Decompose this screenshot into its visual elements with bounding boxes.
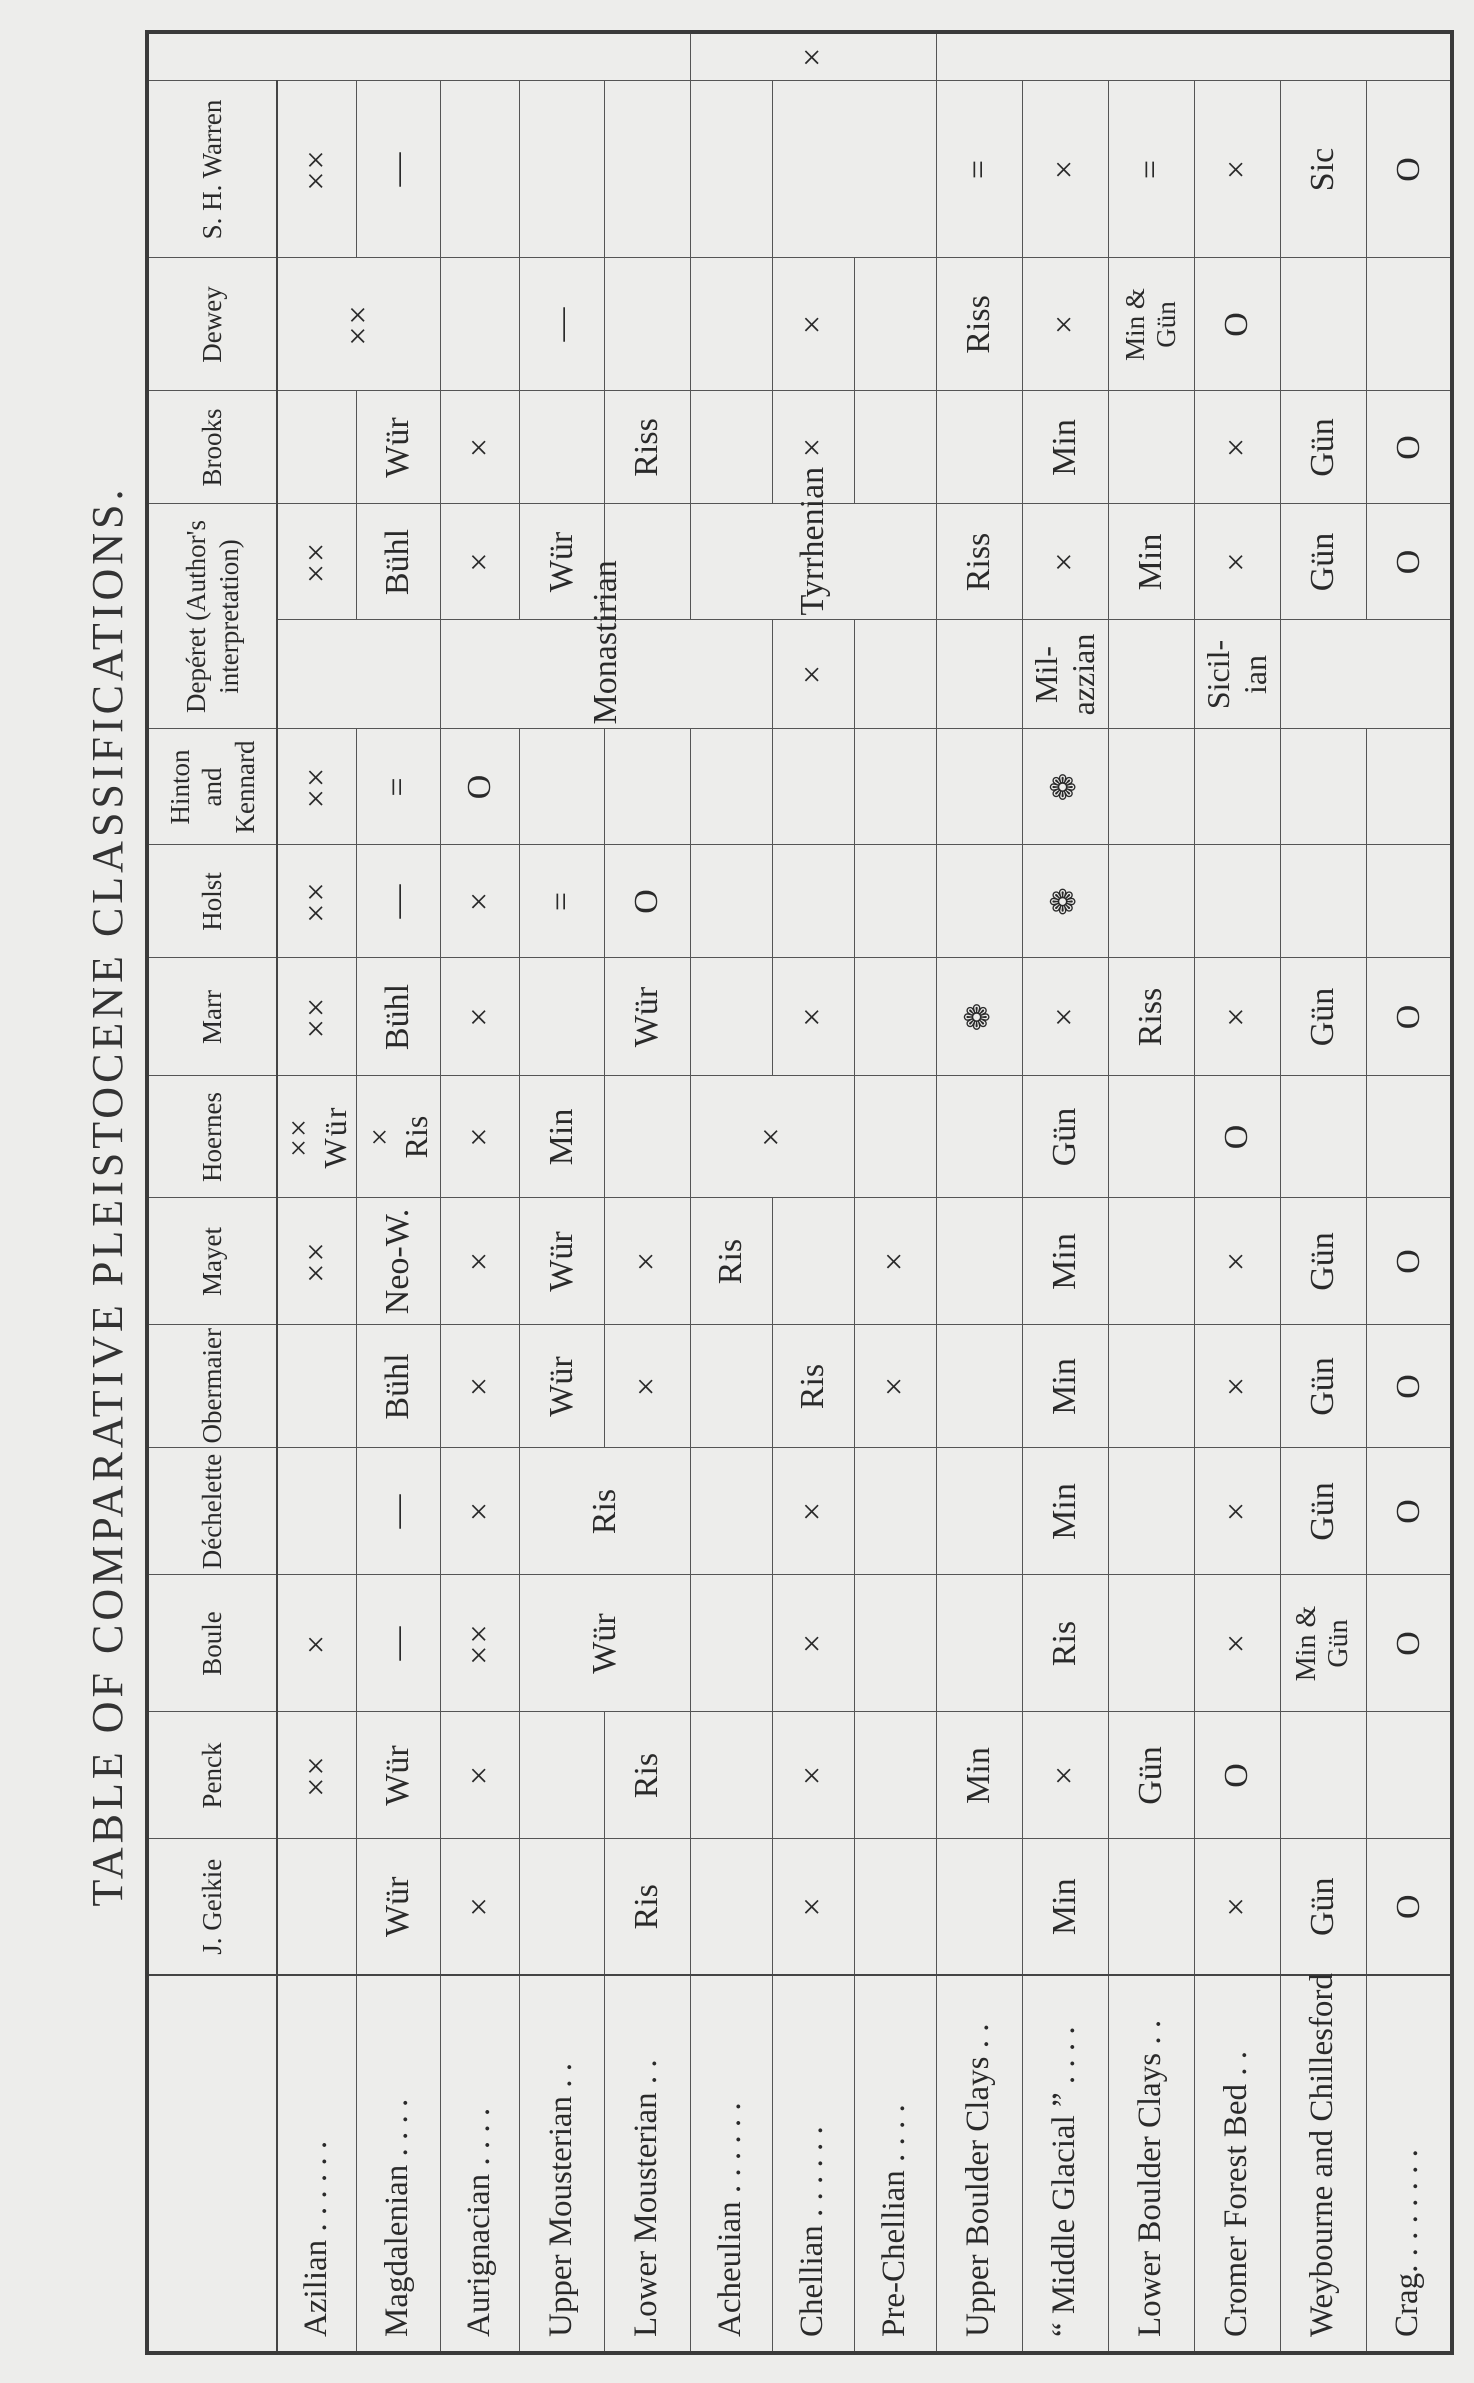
cell-penck-magdalenian: Wür	[356, 1712, 440, 1839]
cell-warren-cromer-forest-bed: ×	[1194, 81, 1280, 258]
cell-geikie-pre-chellian	[854, 1839, 936, 1975]
col-header-boule: Boule	[147, 1575, 277, 1712]
table-row	[936, 32, 1022, 2353]
cell-mayet-lower-boulder-clays	[1108, 1198, 1194, 1325]
cell-deperet-weybourne-sub	[1280, 620, 1452, 729]
table-row	[1366, 32, 1452, 2353]
cell-marr-magdalenian: Bühl	[356, 958, 440, 1076]
cell-dewey-upper-boulder-clays: Riss	[936, 258, 1022, 391]
cell-hoernes-crag	[1366, 1076, 1452, 1198]
cell-dechelette-chellian: ×	[772, 1448, 854, 1575]
cell-geikie-chellian: ×	[772, 1839, 854, 1975]
cell-holst-lower-boulder-clays	[1108, 845, 1194, 958]
cell-mayet-weybourne: Gün	[1280, 1198, 1366, 1325]
cell-hinton-upper-mousterian	[519, 729, 604, 845]
cell-marr-cromer-forest-bed: ×	[1194, 958, 1280, 1076]
col-header-mayet: Mayet	[147, 1198, 277, 1325]
cell-dewey-azilian: ××	[277, 258, 440, 391]
cell-dewey-lower-boulder-clays: Min & Gün	[1108, 258, 1194, 391]
cell-penck-pre-chellian	[854, 1712, 936, 1839]
row-label-upper-boulder-clays: Upper Boulder Clays . .	[936, 1975, 1022, 2353]
cell-obermaier-magdalenian: Bühl	[356, 1325, 440, 1448]
cell-hinton-pre-chellian	[854, 729, 936, 845]
cell-hinton-chellian	[772, 729, 854, 845]
cell-geikie-acheulian	[690, 1839, 772, 1975]
cell-mayet-magdalenian: Neo-W.	[356, 1198, 440, 1325]
table-row	[440, 32, 519, 2353]
cell-deperet-aurignacian: ×	[440, 504, 519, 620]
cell-deperet-crag: O	[1366, 504, 1452, 620]
table-row	[1108, 32, 1194, 2353]
cell-marr-weybourne: Gün	[1280, 958, 1366, 1076]
cell-marr-acheulian	[690, 958, 772, 1076]
cell-holst-upper-boulder-clays	[936, 845, 1022, 958]
cell-obermaier-upper-mousterian: Wür	[519, 1325, 604, 1448]
cell-dechelette-cromer-forest-bed: ×	[1194, 1448, 1280, 1575]
cell-obermaier-weybourne: Gün	[1280, 1325, 1366, 1448]
row-label-lower-boulder-clays: Lower Boulder Clays . .	[1108, 1975, 1194, 2353]
cell-marr-lower-boulder-clays: Riss	[1108, 958, 1194, 1076]
table-row	[854, 32, 936, 2353]
cell-marr-aurignacian: ×	[440, 958, 519, 1076]
cell-brooks-azilian	[277, 391, 356, 504]
page-title: TABLE OF COMPARATIVE PLEISTOCENE CLASSIFICATIONS.	[83, 485, 132, 1907]
cell-penck-acheulian	[690, 1712, 772, 1839]
col-header-holst: Holst	[147, 845, 277, 958]
cell-boule-chellian: ×	[772, 1575, 854, 1712]
cell-boule-middle-glacial: Ris	[1022, 1575, 1108, 1712]
cell-holst-aurignacian: ×	[440, 845, 519, 958]
cell-deperet-sicilian: Sicil-ian	[1194, 620, 1280, 729]
cell-warren-middle-glacial: ×	[1022, 81, 1108, 258]
cell-hoernes-acheulian: ×	[690, 1076, 854, 1198]
cell-hoernes-upper-boulder-clays	[936, 1076, 1022, 1198]
table-row	[1022, 32, 1108, 2353]
cell-deperet-milazzian: Mil-azzian	[1022, 620, 1108, 729]
cell-deperet-chellian: ×	[772, 620, 854, 729]
cell-penck-cromer-forest-bed: O	[1194, 1712, 1280, 1839]
table-row	[277, 32, 356, 2353]
cell-hoernes-lower-boulder-clays	[1108, 1076, 1194, 1198]
cell-hinton-magdalenian: =	[356, 729, 440, 845]
cell-obermaier-chellian: Ris	[772, 1325, 854, 1448]
cell-penck-lower-boulder-clays: Gün	[1108, 1712, 1194, 1839]
cell-hinton-weybourne	[1280, 729, 1366, 845]
table-row	[604, 32, 690, 2353]
cell-mayet-acheulian: Ris	[690, 1198, 772, 1325]
cell-holst-upper-mousterian: =	[519, 845, 604, 958]
cell-dechelette-pre-chellian	[854, 1448, 936, 1575]
cell-deperet-magdalenian: Bühl	[356, 504, 440, 620]
col-header-deperet: Depéret (Author's interpretation)	[147, 504, 277, 729]
cell-deperet-upper-boulder-clays: Riss	[936, 504, 1022, 620]
cell-hoernes-pre-chellian	[854, 1076, 936, 1198]
table-row	[519, 32, 604, 2353]
cell-mayet-cromer-forest-bed: ×	[1194, 1198, 1280, 1325]
cell-boule-pre-chellian	[854, 1575, 936, 1712]
cell-holst-cromer-forest-bed	[1194, 845, 1280, 958]
cell-deperet-lower-boulder-clays-sub	[1108, 620, 1194, 729]
cell-brooks-weybourne: Gün	[1280, 391, 1366, 504]
cell-deperet-cromer-forest-bed: ×	[1194, 504, 1280, 620]
header-corner	[147, 1975, 277, 2353]
cell-deperet-pre-chellian	[854, 620, 936, 729]
row-label-lower-mousterian: Lower Mousterian . .	[604, 1975, 690, 2353]
cell-warren-upper-mousterian	[519, 81, 604, 258]
cell-warren-acheulian: ×	[690, 32, 936, 81]
cell-geikie-crag: O	[1366, 1839, 1452, 1975]
cell-boule-cromer-forest-bed: ×	[1194, 1575, 1280, 1712]
cell-dewey-weybourne	[1280, 258, 1366, 391]
cell-obermaier-crag: O	[1366, 1325, 1452, 1448]
cell-geikie-middle-glacial: Min	[1022, 1839, 1108, 1975]
cell-hinton-crag	[1366, 729, 1452, 845]
cell-boule-upper-boulder-clays	[936, 1575, 1022, 1712]
row-label-weybourne-chillesford: Weybourne and Chillesford	[1280, 1975, 1366, 2353]
cell-brooks-magdalenian: Wür	[356, 391, 440, 504]
cell-mayet-crag: O	[1366, 1198, 1452, 1325]
row-label-chellian: Chellian . . . . . .	[772, 1975, 854, 2353]
cell-dewey-lower-mousterian	[604, 258, 690, 391]
cell-dechelette-upper-mousterian: Ris	[519, 1448, 690, 1575]
cell-hinton-middle-glacial: ❁	[1022, 729, 1108, 845]
cell-hoernes-cromer-forest-bed: O	[1194, 1076, 1280, 1198]
cell-mayet-upper-boulder-clays	[936, 1198, 1022, 1325]
cell-dewey-cromer-forest-bed: O	[1194, 258, 1280, 391]
row-label-crag: Crag. . . . . . . .	[1366, 1975, 1452, 2353]
cell-hinton-aurignacian: O	[440, 729, 519, 845]
cell-geikie-upper-boulder-clays	[936, 1839, 1022, 1975]
cell-warren-azilian: ××	[277, 81, 356, 258]
row-label-aurignacian: Aurignacian . . . .	[440, 1975, 519, 2353]
cell-brooks-crag: O	[1366, 391, 1452, 504]
cell-marr-azilian: ××	[277, 958, 356, 1076]
cell-obermaier-aurignacian: ×	[440, 1325, 519, 1448]
cell-geikie-upper-mousterian	[519, 1839, 604, 1975]
cell-deperet-tyrrhenian: Tyrrhenian	[690, 504, 936, 620]
cell-dechelette-crag: O	[1366, 1448, 1452, 1575]
cell-boule-aurignacian: ××	[440, 1575, 519, 1712]
cell-dechelette-upper-boulder-clays	[936, 1448, 1022, 1575]
cell-penck-upper-boulder-clays: Min	[936, 1712, 1022, 1839]
col-header-penck: Penck	[147, 1712, 277, 1839]
cell-hoernes-azilian-stage: Wür	[316, 1105, 353, 1169]
row-label-upper-mousterian: Upper Mousterian . .	[519, 1975, 604, 2353]
cell-hoernes-magdalenian-mark: ×	[361, 1127, 398, 1147]
cell-holst-lower-mousterian: O	[604, 845, 690, 958]
cell-penck-middle-glacial: ×	[1022, 1712, 1108, 1839]
cell-deperet-azilian: ××	[277, 504, 356, 620]
cell-deperet-upper-mousterian: Wür	[519, 504, 604, 620]
table-row	[1194, 32, 1280, 2353]
cell-dechelette-lower-boulder-clays	[1108, 1448, 1194, 1575]
cell-marr-upper-mousterian	[519, 958, 604, 1076]
cell-boule-weybourne: Min & Gün	[1280, 1575, 1366, 1712]
cell-boule-magdalenian: —	[356, 1575, 440, 1712]
header-row	[147, 32, 277, 2353]
cell-hoernes-lower-mousterian	[604, 1076, 690, 1198]
cell-hoernes-aurignacian: ×	[440, 1076, 519, 1198]
cell-holst-weybourne	[1280, 845, 1366, 958]
cell-mayet-pre-chellian: ×	[854, 1198, 936, 1325]
cell-obermaier-upper-boulder-clays	[936, 1325, 1022, 1448]
cell-brooks-acheulian	[690, 258, 772, 391]
row-label-azilian: Azilian . . . . . .	[277, 1975, 356, 2353]
row-label-middle-glacial: “ Middle Glacial ” . . . .	[1022, 1975, 1108, 2353]
cell-hoernes-weybourne	[1280, 1076, 1366, 1198]
table-row	[1280, 32, 1366, 2353]
cell-obermaier-lower-mousterian: ×	[604, 1325, 690, 1448]
cell-marr-lower-mousterian: Wür	[604, 958, 690, 1076]
cell-dechelette-azilian	[277, 1448, 356, 1575]
table-row	[690, 32, 772, 2353]
cell-warren-lower-boulder-clays: =	[1108, 81, 1194, 258]
cell-marr-crag: O	[1366, 958, 1452, 1076]
cell-boule-azilian: ×	[277, 1575, 356, 1712]
cell-penck-azilian: ××	[277, 1712, 356, 1839]
cell-deperet-upper-boulder-clays-sub	[936, 620, 1022, 729]
cell-hoernes-azilian	[277, 1076, 356, 1198]
cell-warren-weybourne: Sic	[1280, 81, 1366, 258]
cell-dechelette-magdalenian: —	[356, 1448, 440, 1575]
cell-mayet-lower-mousterian: ×	[604, 1198, 690, 1325]
cell-hinton-lower-boulder-clays	[1108, 729, 1194, 845]
classification-table	[145, 30, 1454, 2355]
cell-penck-crag	[1366, 1712, 1452, 1839]
cell-warren-lower-mousterian	[604, 81, 690, 258]
cell-obermaier-pre-chellian: ×	[854, 1325, 936, 1448]
cell-warren-aurignacian	[440, 81, 519, 258]
cell-deperet-sub-empty	[277, 620, 440, 729]
cell-boule-upper-mousterian: Wür	[519, 1575, 690, 1712]
cell-obermaier-middle-glacial: Min	[1022, 1325, 1108, 1448]
cell-holst-middle-glacial: ❁	[1022, 845, 1108, 958]
cell-deperet-acheulian	[690, 391, 772, 504]
cell-hinton-cromer-forest-bed	[1194, 729, 1280, 845]
cell-hoernes-magdalenian	[356, 1076, 440, 1198]
classification-table-container	[145, 30, 1427, 2355]
cell-obermaier-lower-boulder-clays	[1108, 1325, 1194, 1448]
cell-hoernes-magdalenian-stage: Ris	[398, 1115, 434, 1159]
cell-marr-pre-chellian	[854, 958, 936, 1076]
col-header-dewey: Dewey	[147, 258, 277, 391]
cell-hinton-azilian: ××	[277, 729, 356, 845]
cell-penck-upper-mousterian	[519, 1712, 604, 1839]
cell-brooks-aurignacian: ×	[440, 391, 519, 504]
cell-geikie-cromer-forest-bed: ×	[1194, 1839, 1280, 1975]
cell-dewey-chellian: ×	[772, 258, 854, 391]
cell-geikie-lower-mousterian: Ris	[604, 1839, 690, 1975]
cell-brooks-upper-mousterian	[519, 391, 604, 504]
cell-geikie-weybourne: Gün	[1280, 1839, 1366, 1975]
cell-marr-middle-glacial: ×	[1022, 958, 1108, 1076]
cell-geikie-magdalenian: Wür	[356, 1839, 440, 1975]
row-label-acheulian: Acheulian . . . . . .	[690, 1975, 772, 2353]
cell-warren-upper-boulder-clays: =	[936, 81, 1022, 258]
col-header-brooks: Brooks	[147, 391, 277, 504]
cell-marr-chellian: ×	[772, 958, 854, 1076]
cell-penck-aurignacian: ×	[440, 1712, 519, 1839]
col-header-warren: S. H. Warren	[147, 81, 277, 258]
cell-hinton-acheulian	[690, 729, 772, 845]
cell-hoernes-azilian-mark: ××	[279, 1116, 316, 1158]
cell-boule-lower-boulder-clays	[1108, 1575, 1194, 1712]
cell-boule-crag: O	[1366, 1575, 1452, 1712]
cell-penck-chellian: ×	[772, 1712, 854, 1839]
cell-dewey-acheulian	[690, 81, 772, 258]
col-header-marr: Marr	[147, 958, 277, 1076]
cell-holst-pre-chellian	[854, 845, 936, 958]
cell-mayet-chellian	[772, 1198, 854, 1325]
cell-hoernes-upper-mousterian: Min	[519, 1076, 604, 1198]
col-header-obermaier: Obermaier	[147, 1325, 277, 1448]
cell-mayet-middle-glacial: Min	[1022, 1198, 1108, 1325]
col-header-geikie: J. Geikie	[147, 1839, 277, 1975]
cell-dewey-pre-chellian	[854, 258, 936, 391]
cell-mayet-aurignacian: ×	[440, 1198, 519, 1325]
cell-holst-chellian	[772, 845, 854, 958]
cell-warren-crag: O	[1366, 81, 1452, 258]
col-header-hinton: Hinton and Kennard	[147, 729, 277, 845]
cell-geikie-aurignacian: ×	[440, 1839, 519, 1975]
col-header-hoernes: Hoernes	[147, 1076, 277, 1198]
cell-hinton-lower-mousterian	[604, 729, 690, 845]
cell-holst-magdalenian: —	[356, 845, 440, 958]
cell-mayet-upper-mousterian: Wür	[519, 1198, 604, 1325]
cell-dewey-aurignacian	[440, 258, 519, 391]
cell-hoernes-middle-glacial: Gün	[1022, 1076, 1108, 1198]
cell-geikie-lower-boulder-clays	[1108, 1839, 1194, 1975]
row-label-cromer-forest-bed: Cromer Forest Bed . .	[1194, 1975, 1280, 2353]
cell-brooks-upper-boulder-clays	[936, 391, 1022, 504]
cell-dewey-middle-glacial: ×	[1022, 258, 1108, 391]
cell-brooks-middle-glacial: Min	[1022, 391, 1108, 504]
cell-brooks-chellian: ×	[772, 391, 854, 504]
cell-hinton-upper-boulder-clays	[936, 729, 1022, 845]
col-header-dechelette: Déchelette	[147, 1448, 277, 1575]
row-label-magdalenian: Magdalenian . . . .	[356, 1975, 440, 2353]
cell-holst-crag	[1366, 845, 1452, 958]
cell-dewey-crag	[1366, 258, 1452, 391]
cell-deperet-weybourne: Gün	[1280, 504, 1366, 620]
cell-obermaier-azilian	[277, 1325, 356, 1448]
cell-dechelette-middle-glacial: Min	[1022, 1448, 1108, 1575]
cell-obermaier-cromer-forest-bed: ×	[1194, 1325, 1280, 1448]
cell-penck-weybourne	[1280, 1712, 1366, 1839]
cell-deperet-monastirian: Monastirian	[440, 620, 772, 729]
cell-holst-acheulian	[690, 845, 772, 958]
cell-boule-acheulian	[690, 1575, 772, 1712]
cell-penck-lower-mousterian: Ris	[604, 1712, 690, 1839]
cell-dechelette-aurignacian: ×	[440, 1448, 519, 1575]
cell-dewey-upper-mousterian: —	[519, 258, 604, 391]
cell-marr-upper-boulder-clays: ❁	[936, 958, 1022, 1076]
cell-deperet-middle-glacial: ×	[1022, 504, 1108, 620]
cell-brooks-pre-chellian	[854, 391, 936, 504]
cell-brooks-cromer-forest-bed: ×	[1194, 391, 1280, 504]
cell-brooks-lower-mousterian: Riss	[604, 391, 690, 504]
cell-geikie-azilian	[277, 1839, 356, 1975]
cell-brooks-lower-boulder-clays	[1108, 391, 1194, 504]
cell-obermaier-acheulian	[690, 1325, 772, 1448]
cell-holst-azilian: ××	[277, 845, 356, 958]
cell-dechelette-acheulian	[690, 1448, 772, 1575]
row-label-pre-chellian: Pre-Chellian . . . .	[854, 1975, 936, 2353]
cell-warren-magdalenian: —	[356, 81, 440, 258]
cell-deperet-lower-boulder-clays: Min	[1108, 504, 1194, 620]
cell-dechelette-weybourne: Gün	[1280, 1448, 1366, 1575]
cell-mayet-azilian: ××	[277, 1198, 356, 1325]
